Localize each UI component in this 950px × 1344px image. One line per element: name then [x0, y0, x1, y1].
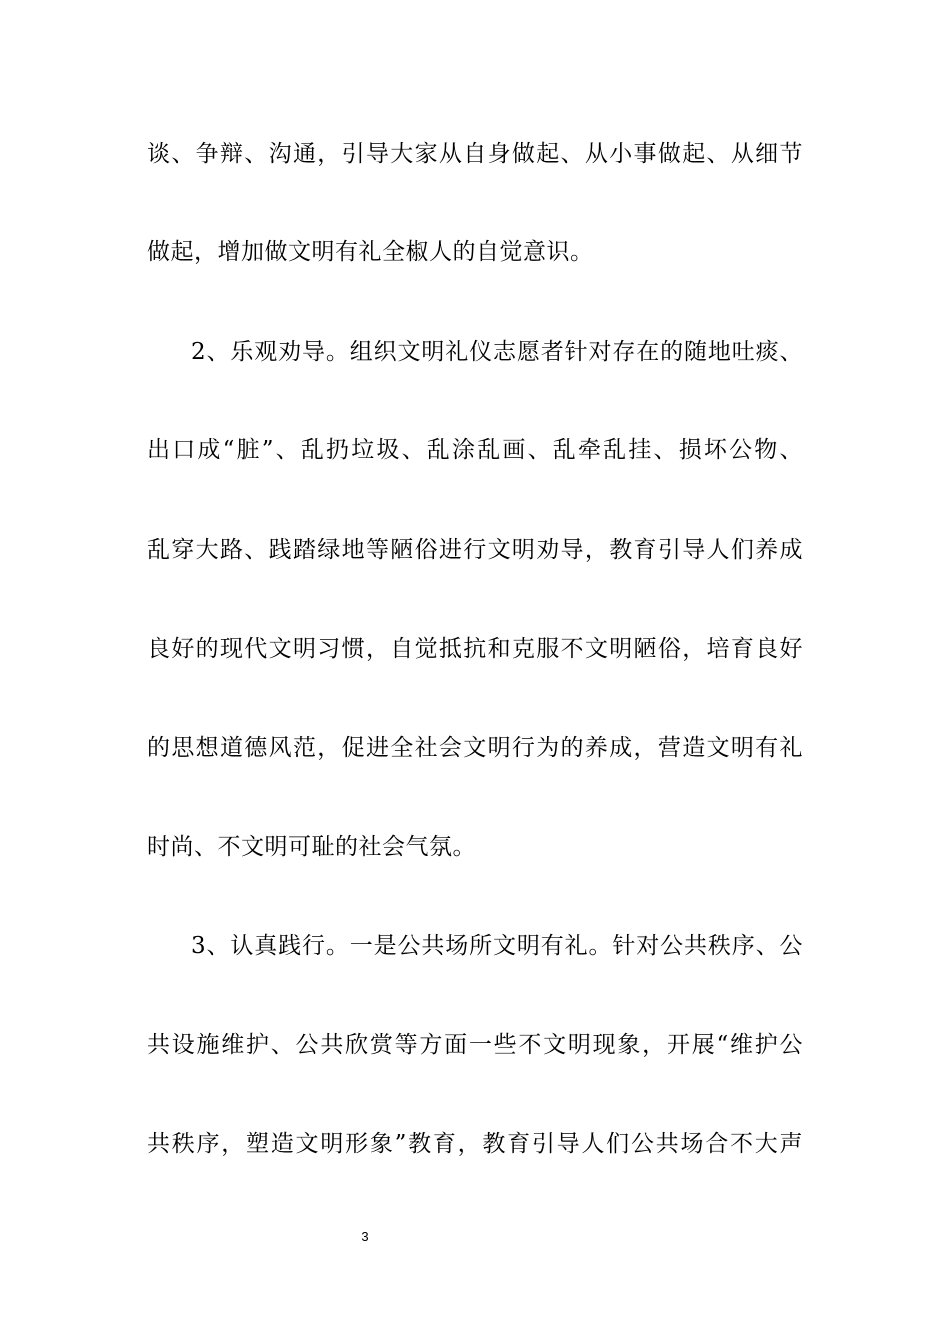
page-number: 3	[361, 1229, 369, 1244]
text-line: 出口成“脏”、乱扔垃圾、乱涂乱画、乱牵乱挂、损坏公物、	[147, 437, 803, 463]
text-line: 谈、争辩、沟通，引导大家从自身做起、从小事做起、从细节	[147, 141, 803, 167]
text-line: 乱穿大路、践踏绿地等陋俗进行文明劝导，教育引导人们养成	[147, 537, 803, 563]
text-line: 的思想道德风范，促进全社会文明行为的养成，营造文明有礼	[147, 735, 803, 761]
paragraph-start-line: 3、认真践行。一是公共场所文明有礼。针对公共秩序、公	[191, 933, 803, 959]
text-line: 良好的现代文明习惯，自觉抵抗和克服不文明陋俗，培育良好	[147, 636, 803, 662]
text-line: 时尚、不文明可耻的社会气氛。	[147, 834, 476, 860]
text-line: 共秩序，塑造文明形象”教育，教育引导人们公共场合不大声	[147, 1131, 803, 1157]
text-line: 做起，增加做文明有礼全椒人的自觉意识。	[147, 239, 594, 265]
text-line: 共设施维护、公共欣赏等方面一些不文明现象，开展“维护公	[147, 1032, 803, 1058]
paragraph-start-line: 2、乐观劝导。组织文明礼仪志愿者针对存在的随地吐痰、	[191, 339, 803, 365]
